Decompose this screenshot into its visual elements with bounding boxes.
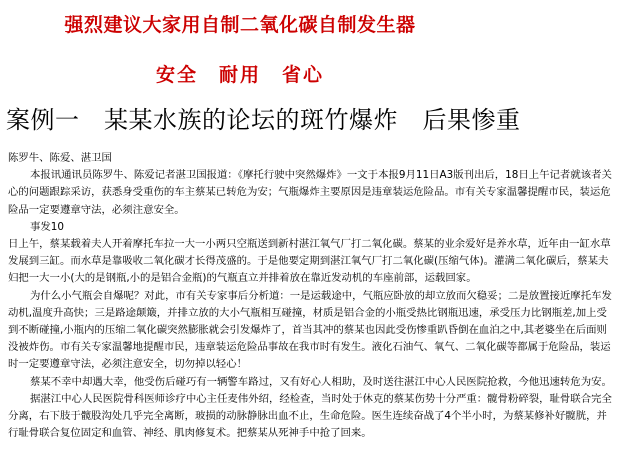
- article-paragraph: 据湛江中心人民医院骨科医师诊疗中心主任麦伟外绍，经检查，当时处于休克的蔡某伤势十分严重：髋骨粉碎裂，耻骨联合完全分离，右下肢于髋股沟处几乎完全离断，玻损的动脉静脉出血不止，生命危险。医生连续奋战了4个半小时，为蔡某修补好髋胱，并行耻骨联合复位固定和血管、神经、肌肉修复术。把蔡某从死神手中抢了回来。: [8, 392, 612, 440]
- case-title: 案例一 某某水族的论坛的斑竹爆炸 后果惨重: [6, 106, 521, 134]
- page-subheadline: 安全 耐用 省心: [155, 64, 324, 86]
- article-section-label: 事发10: [30, 220, 65, 233]
- page-headline: 强烈建议大家用自制二氧化碳自制发生器: [64, 14, 416, 36]
- article-paragraph: 蔡某不幸中却遇大幸，他受伤后碰巧有一辆警车路过，又有好心人相助，及时送往湛江中心人民医院抢救，今他迅速转危为安。: [30, 375, 612, 388]
- article-paragraph: 为什么小气瓶会自爆呢？对此，市有关专家事后分析道：一是运载途中，气瓶应卧放的却立放而欠稳妥；二是放置接近摩托车发动机,温度升高快；三是路途颠簸，并排立放的大小气瓶相互碰撞，材质是铝合金的小瓶受热比钢瓶迅速，承受压力比钢瓶差,加上受到不断碰撞,小瓶内的压缩二氧化碳突然膨胀就会引发爆炸了，首当其冲的蔡某也因此受伤惨重趴昏倒在血泊之中,其老婆坐在后面则没被炸伤。市有关专家温馨地提醒市民，违章装运危险品事故在我市时有发生。液化石油气、氧气、二氧化碳等都属于危险品，装运时一定要遵章守法，必须注意安全，切勿掉以轻心！: [8, 289, 612, 371]
- article-paragraph: 日上午，蔡某载着夫人开着摩托车拉一大一小两只空瓶送到新村湛江氧气厂打二氧化碳。蔡某的业余爱好是养水草，近年由一缸水草发展到三缸。而水草是靠吸收二氧化碳才长得茂盛的。于是他要定期到湛江氧气厂打二氧化碳(压缩气体)。灌满二氧化碳后，蔡某夫妇把一大一小(大的是钢瓶,小的是铝合金瓶)的气瓶直立并排着放在靠近发动机的车座前部，运载回家。: [8, 238, 611, 285]
- article-body: [8, 150, 614, 442]
- article-lead-paragraph: 本报讯通讯员陈罗牛、陈爱记者湛卫国报道：《摩托行驶中突然爆炸》一文于本报9月11日A3版刊出后，18日上午记者就该者关心的问题跟踪采访，获悉身受重伤的车主蔡某已转危为安；气瓶爆炸主要原因是违章装运危险品。市有关专家温馨提醒市民，装运危险品一定要遵章守法，必须注意安全。: [8, 169, 612, 216]
- article-byline: 陈罗牛、陈爱、湛卫国: [8, 152, 112, 164]
